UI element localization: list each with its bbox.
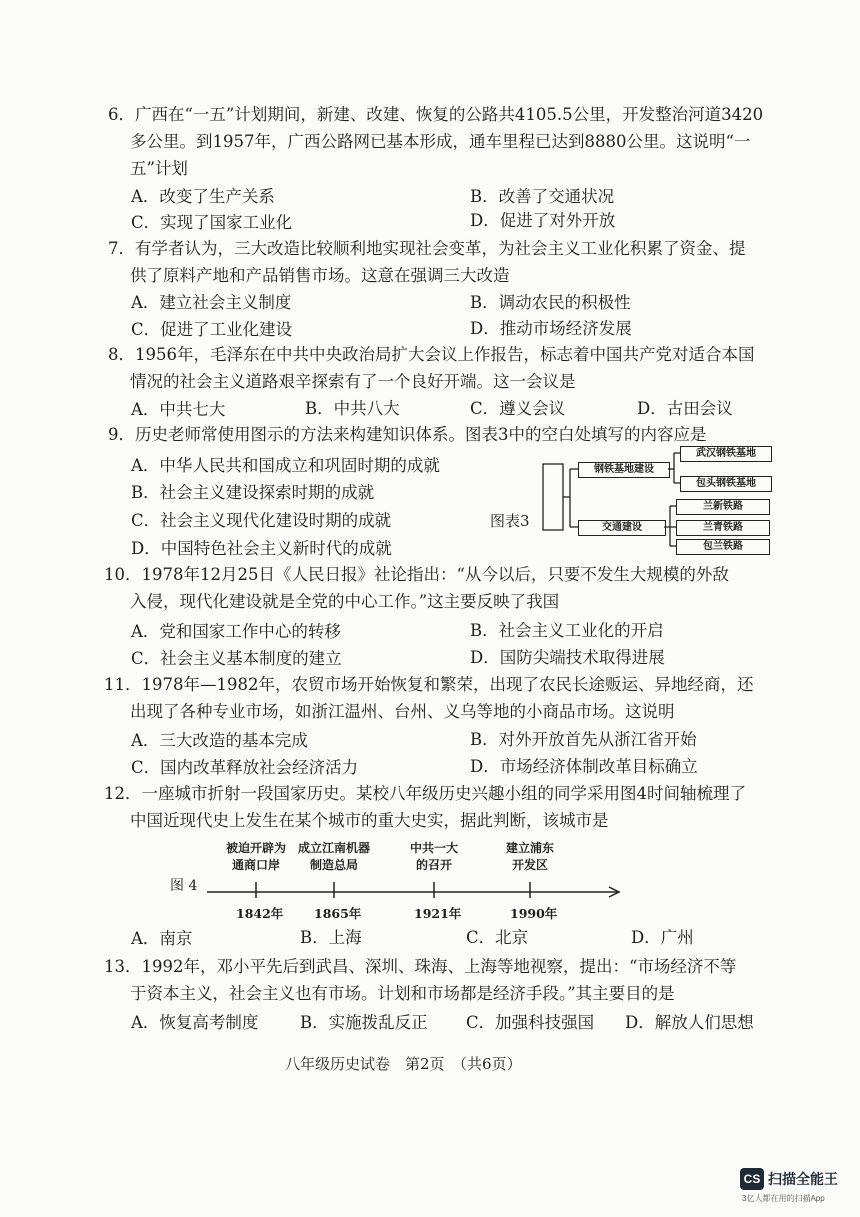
timeline-event-3-line2: 的召开 [415,858,452,872]
q13-option-a: A．恢复高考制度 [131,1013,259,1032]
q13-stem-line-2: 于资本主义，社会主义也有市场。计划和市场都是经济手段。”其主要目的是 [130,984,675,1003]
q6-stem-line-1: 6．广西在“一五”计划期间，新建、改建、恢复的公路共4105.5公里，开发整治河道3420 [108,105,764,124]
diagram3-item-wuhan-steel: 武汉钢铁基地 [680,446,772,462]
q7-stem-line-2: 供了原料产地和产品销售市场。这意在强调三大改造 [130,266,510,285]
timeline-year-4: 1990年 [510,906,558,921]
q8-stem-line-1: 8．1956年，毛泽东在中共中央政治局扩大会议上作报告，标志着中国共产党对适合本国 [108,345,755,364]
q12-stem-line-1: 12．一座城市折射一段国家历史。某校八年级历史兴趣小组的同学采用图4时间轴梳理了 [104,784,746,803]
q9-option-a: A．中华人民共和国成立和巩固时期的成就 [131,456,440,475]
q10-option-b: B．社会主义工业化的开启 [470,621,664,640]
q6-option-c: C．实现了国家工业化 [131,213,293,232]
q6-option-b: B．改善了交通状况 [470,187,615,206]
diagram3-branch-transport: 交通建设 [578,520,666,536]
q6-option-a: A．改变了生产关系 [131,187,275,206]
q10-stem-line-2: 入侵，现代化建设就是全党的中心工作。”这主要反映了我国 [130,592,560,611]
scanner-tagline: 3亿人都在用的扫描App [742,1194,825,1203]
timeline-event-4-line2: 开发区 [511,858,548,872]
scanner-brand-name: 扫描全能王 [768,1171,838,1187]
q8-option-d: D．古田会议 [637,399,733,418]
q8-stem-line-2: 情况的社会主义道路艰辛探索有了一个良好开端。这一会议是 [130,372,576,391]
q8-option-c: C．遵义会议 [470,399,566,418]
q11-stem-line-2: 出现了各种专业市场，如浙江温州、台州、义乌等地的小商品市场。这说明 [130,702,675,721]
q7-option-c: C．促进了工业化建设 [131,320,293,339]
q11-option-c: C．国内改革释放社会经济活力 [131,758,359,777]
timeline-year-1: 1842年 [236,906,284,921]
q11-option-b: B．对外开放首先从浙江省开始 [470,730,697,749]
q11-stem-line-1: 11．1978年—1982年，农贸市场开始恢复和繁荣，出现了农民长途贩运、异地经商，还 [104,675,754,694]
q7-stem-line-1: 7．有学者认为，三大改造比较顺利地实现社会变革，为社会主义工业化积累了资金、提 [108,239,746,258]
q13-option-d: D．解放人们思想 [625,1013,754,1032]
q12-option-d: D．广州 [631,928,694,947]
q8-option-a: A．中共七大 [131,400,226,419]
timeline-event-4-line1: 建立浦东 [505,841,554,855]
q13-option-c: C．加强科技强国 [466,1013,595,1032]
q11-option-d: D．市场经济体制改革目标确立 [470,757,698,776]
timeline-year-3: 1921年 [414,906,462,921]
timeline-axis [205,880,630,904]
timeline-event-2-line2: 制造总局 [309,858,358,872]
q7-option-b: B．调动农民的积极性 [470,293,631,312]
q10-option-a: A．党和国家工作中心的转移 [131,622,341,641]
diagram3-label: 图表3 [490,512,530,530]
diagram3-branch-steel: 钢铁基地建设 [578,462,670,478]
scanner-logo-icon: CS [740,1168,764,1190]
q9-option-b: B．社会主义建设探索时期的成就 [131,483,375,502]
timeline-label: 图 4 [170,878,198,894]
q7-option-a: A．建立社会主义制度 [131,293,292,312]
q9-stem-line-1: 9．历史老师常使用图示的方法来构建知识体系。图表3中的空白处填写的内容应是 [108,425,707,444]
q12-option-c: C．北京 [466,928,529,947]
timeline-event-3-line1: 中共一大 [409,841,458,855]
timeline-event-2-line1: 成立江南机器 [297,841,370,855]
q7-option-d: D．推动市场经济发展 [470,319,632,338]
q6-stem-line-2: 多公里。到1957年，广西公路网已基本形成，通车里程已达到8880公里。这说明“一 [130,132,751,151]
timeline-event-1-line2: 通商口岸 [231,858,280,872]
timeline-event-4 [496,840,564,874]
page-footer: 八年级历史试卷 第2页 （共6页） [285,1055,522,1073]
diagram3-item-lanqing-railway: 兰青铁路 [676,520,770,536]
timeline-event-2 [292,840,376,874]
q11-option-a: A．三大改造的基本完成 [131,731,308,750]
q13-stem-line-1: 13．1992年，邓小平先后到武昌、深圳、珠海、上海等地视察，提出：“市场经济不等 [104,957,737,976]
q9-option-c: C．社会主义现代化建设时期的成就 [131,511,392,530]
q6-option-d: D．促进了对外开放 [470,211,616,230]
q10-option-d: D．国防尖端技术取得进展 [470,648,665,667]
timeline-event-1-line1: 被迫开辟为 [225,841,286,855]
q12-option-a: A．南京 [131,929,193,948]
q10-option-c: C．社会主义基本制度的建立 [131,649,342,668]
q6-stem-line-3: 五”计划 [130,159,188,178]
q8-option-b: B．中共八大 [305,399,400,418]
q10-stem-line-1: 10．1978年12月25日《人民日报》社论指出：“从今以后，只要不发生大规模的外敌 [104,565,729,584]
diagram3-item-lanxin-railway: 兰新铁路 [676,499,770,515]
diagram3-item-baolan-railway: 包兰铁路 [676,539,770,555]
q12-option-b: B．上海 [300,928,362,947]
q9-option-d: D．中国特色社会主义新时代的成就 [131,539,392,558]
diagram3-item-baotou-steel: 包头钢铁基地 [680,476,772,492]
timeline-event-3 [400,840,468,874]
timeline-year-2: 1865年 [314,906,362,921]
q13-option-b: B．实施拨乱反正 [300,1013,428,1032]
timeline-event-1 [216,840,296,874]
q12-stem-line-2: 中国近现代史上发生在某个城市的重大史实，据此判断，该城市是 [130,811,609,830]
